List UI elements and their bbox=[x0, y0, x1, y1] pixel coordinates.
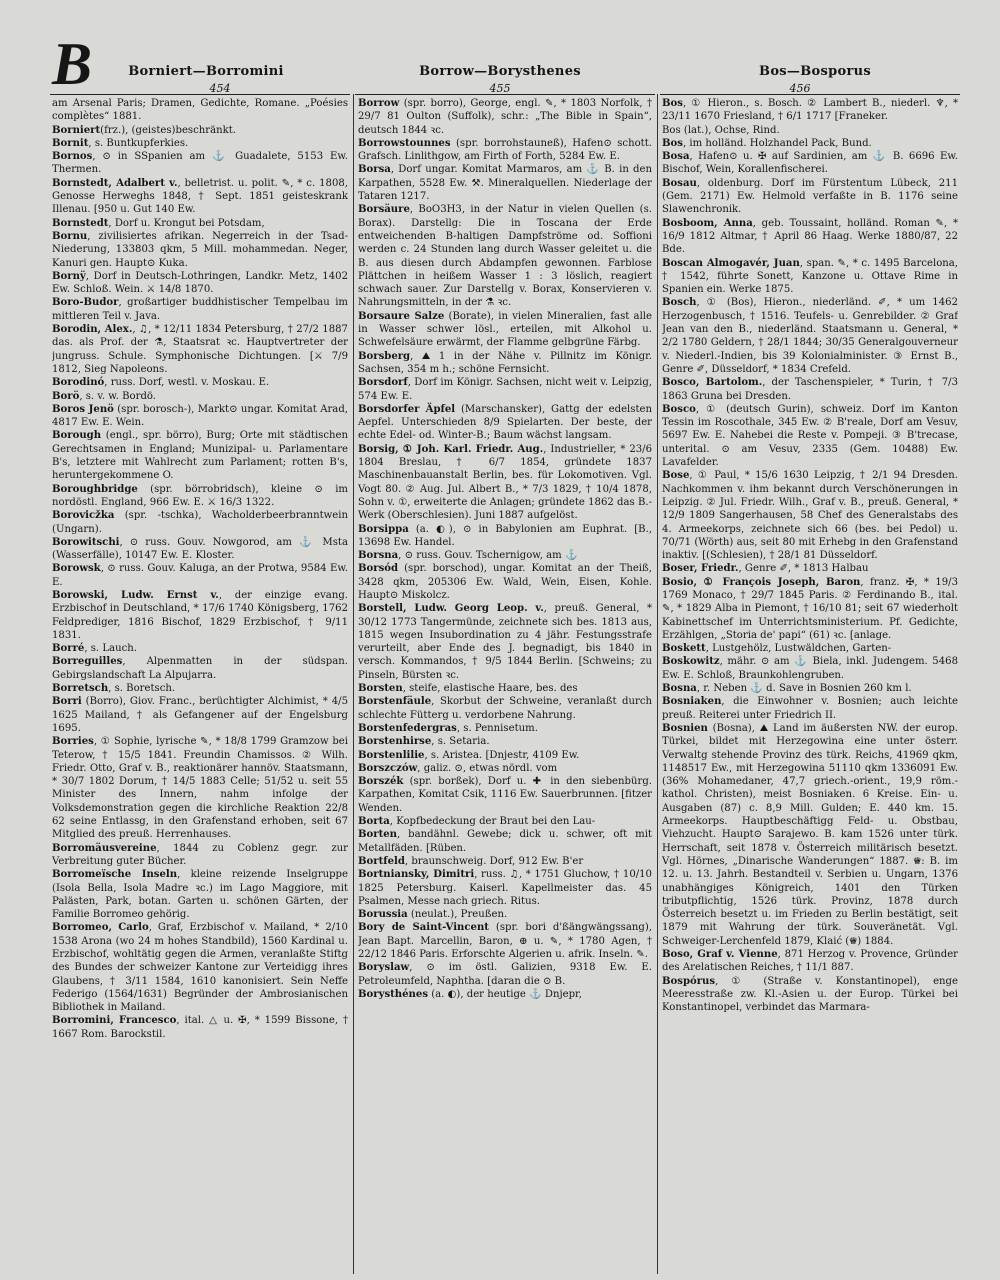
entry-text: (spr. borosch-), Markt⊙ ungar. Komitat Arad, 4817 Ew. E. Wein. bbox=[52, 403, 348, 429]
entry bbox=[52, 483, 348, 510]
entry-text: , ♫, * 12/11 1834 Petersburg, † 27/2 1887 das. als Prof. der ⚗, Staatsrat ꝛc. Hauptvertreter der jungruss. Schule. Symphonische Dichtungen. [⚔ 7/9 1812, Sieg Napoleons. bbox=[52, 324, 348, 375]
entry bbox=[358, 749, 652, 762]
entry-text: , Industrieller, * 23/6 1804 Breslau, † 6/7 1854, gründete 1837 Maschinenbauanstalt Berlin, bes. für Lokomotiven. Vgl. Vogt 80. ② Aug. Jul. Albert B., * 7/3 1829, † 10/4 1878, Sohn v. ①, erweiterte die Anlagen; gründete 1862 das B.-Werk (Oberschlesien). Juni 1887 aufgelöst. bbox=[358, 443, 652, 522]
entry-headword: Borowitschi bbox=[52, 536, 120, 548]
entry bbox=[52, 323, 348, 376]
entry bbox=[52, 682, 348, 695]
entry bbox=[358, 203, 652, 309]
entry bbox=[52, 296, 348, 323]
entry-text: , Hafen⊙ u. ✠ auf Sardinien, am ⚓ B. 6696 Ew. Bischof, Wein, Korallenfischerei. bbox=[662, 151, 958, 176]
entry-headword: Bosna bbox=[662, 683, 697, 695]
entry bbox=[662, 150, 958, 177]
entry-text: , s. Aristea. [Dnjestr, 4109 Ew. bbox=[424, 749, 580, 761]
entry-headword: Bosnien bbox=[662, 722, 708, 734]
entry-headword: Boros Jenö bbox=[52, 403, 114, 415]
entry-headword: Bosa bbox=[662, 151, 690, 163]
entry bbox=[662, 975, 958, 1015]
entry-text: (spr. bori d'ßängwängssang), Jean Bapt. Marcellin, Baron, ⊕ u. ✎, * 1780 Agen, † 22/12 1846 Paris. Erforschte Algerien u. afrik. Inseln. ✎. bbox=[358, 922, 652, 960]
entry bbox=[52, 868, 348, 921]
entry-text: , bandähnl. Gewebe; dick u. schwer, oft mit Metallfäden. [Rüben. bbox=[358, 829, 652, 854]
entry-text: , franz. ✠, * 19/3 1769 Monaco, † 29/7 1845 Paris. ② Ferdinando B., ital. ✎, * 1829 Alba in Piemont, † 16/10 81; seit 67 wiederholt Kabinettschef im Unterrichtsministerium. Pf. Gedichte, Erzählgen, „Storia de' papi“ (61) ꝛc. [anlage. bbox=[662, 576, 958, 641]
entry bbox=[662, 137, 958, 150]
entry-text: , s. Lauch. bbox=[84, 643, 137, 655]
entry-headword: Borszék bbox=[358, 776, 404, 788]
entry-text: , s. Boretsch. bbox=[108, 683, 176, 695]
entry bbox=[52, 150, 348, 177]
entry-text: , ⊙ russ. Gouv. Nowgorod, am ⚓ Msta (Wasserfälle), 10147 Ew. E. Kloster. bbox=[52, 536, 348, 562]
entry-headword: Borsdorf bbox=[358, 377, 408, 389]
entry-headword: Borodinó bbox=[52, 377, 105, 389]
entry-headword: Borniert bbox=[52, 124, 101, 136]
entry bbox=[358, 523, 652, 550]
entry-headword: Borromeo, Carlo bbox=[52, 922, 149, 934]
entry bbox=[52, 124, 348, 137]
entry-headword: Bosch bbox=[662, 297, 697, 309]
entry bbox=[662, 177, 958, 217]
entry-headword: Borstenfedergras bbox=[358, 722, 457, 734]
entry-headword: Borough bbox=[52, 430, 102, 442]
entry-headword: Borretsch bbox=[52, 683, 109, 695]
entry bbox=[358, 961, 652, 988]
entry bbox=[52, 842, 348, 869]
entry-text: , Kopfbedeckung der Braut bei den Lau- bbox=[389, 816, 596, 828]
entry-headword: Borsna bbox=[358, 550, 399, 562]
entry bbox=[52, 589, 348, 642]
entry-headword: Boso, Graf v. Vienne bbox=[662, 949, 778, 960]
entry-text: (spr. börrobridsch), kleine ⊙ im nordöstl. England, 966 Ew. E. ⚔ 16/3 1322. bbox=[52, 483, 348, 508]
entry-text: Bos (lat.), Ochse, Rind. bbox=[662, 124, 780, 136]
entry-headword: Borten bbox=[358, 829, 398, 841]
entry-text: , ① Sophie, lyrische ✎, * 18/8 1799 Gramzow bei Teterow, † 15/5 1841. Freundin Chamissos. ② Wilh. Friedr. Otto, Graf v. B., reaktionärer hannöv. Staatsmann, * 30/7 1802 Dorum, † 14/5 1883 Celle; 51/52 u. seit 55 Minister des Innern, nahm infolge der Volksdemonstration gegen die kirchliche Reaktion 22/8 62 seine Entlassg, in den Grafenstand erhoben, seit 67 Mitglied des preuß. Herrenhauses. bbox=[52, 736, 348, 841]
entry bbox=[52, 230, 348, 270]
entry-text: , kleine reizende Inselgruppe (Isola Bella, Isola Madre ꝛc.) im Lago Maggiore, mit Palästen, Park, botan. Garten u. schönen Gärten, der Familie Borromeo gehörig. bbox=[52, 869, 348, 921]
entry bbox=[52, 177, 348, 217]
entry bbox=[358, 602, 652, 682]
entry-text: , ⊙ russ. Gouv. Tschernigow, am ⚓ bbox=[398, 550, 578, 562]
entry-headword: Bornit bbox=[52, 137, 89, 149]
entry-headword: Bory de Saint-Vincent bbox=[358, 922, 489, 934]
entry bbox=[358, 403, 652, 443]
entry-headword: Boro-Budor bbox=[52, 297, 119, 309]
entry-headword: Boscan Almogavér, Juan bbox=[662, 257, 800, 269]
entry-headword: Boskowitz bbox=[662, 656, 720, 668]
entry bbox=[662, 948, 958, 975]
entry-text: , s. Setaria. bbox=[431, 736, 490, 748]
entry-headword: Bornstedt, Adalbert v. bbox=[52, 177, 178, 189]
entry-headword: Bornos bbox=[52, 151, 93, 163]
entry-headword: Borszczów bbox=[358, 762, 418, 774]
entry bbox=[52, 97, 348, 124]
entry-text: (spr. borrohstauneß), Hafen⊙ schott. Grafsch. Linlithgow, am Firth of Forth, 5284 Ew. E. bbox=[358, 137, 652, 163]
entry-text: , die Einwohner v. Bosnien; auch leichte preuß. Reiterei unter Friedrich II. bbox=[662, 696, 958, 721]
entry bbox=[52, 217, 348, 230]
entry-text: , Genre ✐, * 1813 Halbau bbox=[738, 563, 869, 575]
entry-headword: Bosniaken bbox=[662, 696, 722, 708]
entry-text: , BoO3H3, in der Natur in vielen Quellen (s. Borax). Darstellg: Die in Toscana der Erde entweichenden B-haltigen Dampfströme od. Soffioni werden c. 24 Stunden lang durch Wasser geleitet u. die B. aus diesen durch Abdampfen gewonnen. Farblose Plättchen in heißem Wasser 1 : 3 löslich, reagiert schwach sauer. Zur Darstellg v. Borax, Konservieren v. Nahrungsmitteln, in der ⚗ ꝛc. bbox=[358, 204, 652, 309]
entry bbox=[52, 429, 348, 482]
entry-headword: Bornÿ bbox=[52, 270, 86, 282]
entry-headword: Bosboom, Anna bbox=[662, 217, 753, 229]
entry bbox=[358, 762, 652, 775]
entry-text: (neulat.), Preußen. bbox=[407, 909, 508, 921]
entry-headword: Bosau bbox=[662, 177, 697, 189]
entry-text: , galiz. ⊙, etwas nördl. vom bbox=[417, 762, 558, 774]
column-1-page-number: 454 bbox=[209, 82, 231, 95]
entry-headword: Borsten bbox=[358, 683, 403, 695]
entry bbox=[358, 775, 652, 815]
entry-headword: Boser, Friedr. bbox=[662, 563, 739, 575]
entry bbox=[358, 137, 652, 164]
entry bbox=[662, 642, 958, 655]
entry-headword: Borysthénes bbox=[358, 988, 428, 1000]
entry-text: (spr. -tschka), Wacholderbeerbranntwein (Ungarn). bbox=[52, 510, 348, 535]
entry bbox=[662, 682, 958, 695]
entry-headword: Borsig, ① Joh. Karl. Friedr. Aug. bbox=[358, 443, 544, 455]
column-2 bbox=[358, 97, 652, 1273]
entry bbox=[358, 97, 652, 137]
entry-headword: Boskett bbox=[662, 643, 706, 655]
entry bbox=[52, 642, 348, 655]
entry-text: , ⊙ russ. Gouv. Kaluga, an der Protwa, 9584 Ew. E. bbox=[52, 563, 348, 588]
entry-text: , Skorbut der Schweine, veranlaßt durch schlechte Fütterg u. verdorbene Nahrung. bbox=[358, 696, 652, 721]
entry-headword: Borstenfäule bbox=[358, 696, 432, 708]
entry-headword: Borries bbox=[52, 736, 94, 748]
entry-headword: Borta bbox=[358, 816, 390, 828]
entry-headword: Borö bbox=[52, 390, 80, 402]
entry-headword: Bos bbox=[662, 137, 683, 149]
entry bbox=[358, 443, 652, 523]
entry-text: , Dorf ungar. Komitat Marmaros, am ⚓ B. in den Karpathen, 5528 Ew. ⚒. Mineralquellen. Niederlage der Tataren 1217. bbox=[358, 164, 652, 203]
entry bbox=[662, 469, 958, 562]
entry-text: (frz.), (geistes)beschränkt. bbox=[100, 124, 236, 136]
entry-text: , ⊙ in SSpanien am ⚓ Guadalete, 5153 Ew. Thermen. bbox=[52, 151, 348, 176]
entry bbox=[52, 536, 348, 563]
entry-text: (spr. borro), George, engl. ✎, * 1803 Norfolk, † 29/7 81 Oulton (Suffolk), schr.: „The Bible in Spain“, deutsch 1844 ꝛc. bbox=[358, 98, 652, 136]
entry bbox=[662, 562, 958, 575]
entry-text: (spr. borschod), ungar. Komitat an der Theiß, 3428 qkm, 205306 Ew. Wald, Wein, Eisen, Kohle. Haupt⊙ Miskolcz. bbox=[358, 563, 652, 601]
entry-headword: Boroughbridge bbox=[52, 483, 138, 495]
entry bbox=[662, 257, 958, 297]
entry-headword: Borovicžka bbox=[52, 510, 115, 522]
column-divider-2 bbox=[657, 94, 658, 1274]
entry-text: , Dorf u. Krongut bei Potsdam, bbox=[108, 217, 265, 229]
entry bbox=[662, 722, 958, 948]
entry-headword: Borsaure Salze bbox=[358, 310, 445, 322]
entry bbox=[662, 655, 958, 682]
entry bbox=[52, 1014, 348, 1041]
entry bbox=[358, 549, 652, 562]
entry bbox=[358, 163, 652, 203]
entry-text: , Dorf in Deutsch-Lothringen, Landkr. Metz, 1402 Ew. Schloß. Wein. ⚔ 14/8 1870. bbox=[52, 270, 348, 296]
entry-headword: Borstenhirse bbox=[358, 736, 432, 748]
entry-headword: Bornstedt bbox=[52, 217, 109, 229]
entry-text: (a. ◐), der heutige ⚓ Dnjepr, bbox=[428, 988, 582, 1000]
entry-text: , ① (Straße v. Konstantinopel), enge Meeresstraße zw. Kl.-Asien u. der Europ. Türkei bei Konstantinopel, verbindet das Marmara- bbox=[662, 975, 958, 1014]
entry-headword: Bosco bbox=[662, 403, 696, 415]
entry-text: , 1844 zu Coblenz gegr. zur Verbreitung guter Bücher. bbox=[52, 842, 348, 867]
entry bbox=[52, 562, 348, 589]
header-rule-2 bbox=[355, 94, 655, 95]
column-1 bbox=[52, 97, 348, 1273]
entry-headword: Borré bbox=[52, 643, 85, 655]
column-3 bbox=[662, 97, 958, 1273]
entry-headword: Borstenlilie bbox=[358, 749, 425, 761]
entry-text: , ① Hieron., s. Bosch. ② Lambert B., niederl. ♆, * 23/11 1670 Friesland, † 6/1 1717 [Franeker. bbox=[662, 98, 958, 123]
entry bbox=[358, 562, 652, 602]
entry-text: , mähr. ⊙ am ⚓ Biela, inkl. Judengem. 5468 Ew. E. Schloß, Braunkohlengruben. bbox=[662, 656, 958, 681]
entry-text: (a. ◐), ⊙ in Babylonien am Euphrat. [B., 13698 Ew. Handel. bbox=[358, 523, 652, 548]
entry-headword: Borri bbox=[52, 696, 82, 708]
entry-text: , ① Paul, * 15/6 1630 Leipzig, † 2/1 94 Dresden. Nachkommen v. ihm bekannt durch Verschönerungen in Leipzig. ② Jul. Friedr. Wilh., Graf v. B., preuß. General, * 12/9 1809 Sangerhausen, 58 Chef des Generalstabs des 4. Armeekorps, zeichnete sich 66 (bes. bei Pedol) u. 70/71 (Wörth) aus, seit 80 mit Erhebg in den Grafenstand inaktiv. [(Schlesien), † 28/1 81 Düsseldorf. bbox=[662, 470, 958, 562]
entry-text: , ① (deutsch Gurin), schweiz. Dorf im Kanton Tessin im Roscothale, 345 Ew. ② B'reale, Dorf am Vesuv, 5697 Ew. E. Nahebei die Reste v. Pompeji. ③ B'trecase, unterital. ⊙ am Vesuv, 2335 (Gem. 10488) Ew. Lavafelder. bbox=[662, 403, 958, 469]
column-2-header: Borrow—Borysthenes bbox=[419, 64, 581, 79]
entry bbox=[52, 735, 348, 841]
entry bbox=[358, 988, 652, 1001]
entry-headword: Borreguilles bbox=[52, 656, 123, 668]
entry bbox=[358, 735, 652, 748]
entry bbox=[52, 655, 348, 682]
entry-text: , zivilisiertes afrikan. Negerreich in der Tsad-Niederung, 133803 qkm, 5 Mill. mohammedan. Neger, Kanuri gen. Haupt⊙ Kuka. bbox=[52, 230, 348, 269]
entry bbox=[662, 124, 958, 137]
entry bbox=[358, 815, 652, 828]
entry bbox=[358, 682, 652, 695]
entry-headword: Borsa bbox=[358, 164, 391, 176]
entry-text: , der Taschenspieler, * Turin, † 7/3 1863 Gruna bei Dresden. bbox=[662, 377, 958, 402]
column-2-page-number: 455 bbox=[489, 82, 511, 95]
entry-text: am Arsenal Paris; Dramen, Gedichte, Romane. „Poésies complètes“ 1881. bbox=[52, 98, 348, 123]
entry-headword: Bosio, ① François Joseph, Baron bbox=[662, 576, 861, 588]
entry-headword: Bornu bbox=[52, 230, 88, 242]
column-divider-1 bbox=[353, 94, 354, 1274]
entry-text: , ital. △ u. ✠, * 1599 Bissone, † 1667 Rom. Barockstil. bbox=[52, 1015, 348, 1040]
entry-text: (Marschansker), Gattg der edelsten Aepfel. Unterschieden 8/9 Spielarten. Der beste, der echte Edel- od. Winter-B.; Baum wächst langsam. bbox=[358, 403, 652, 442]
entry bbox=[52, 403, 348, 430]
header-rule-3 bbox=[660, 94, 960, 95]
entry bbox=[358, 868, 652, 908]
entry-text: , großartiger buddhistischer Tempelbau im mittleren Teil v. Java. bbox=[52, 297, 348, 322]
entry-text: , steife, elastische Haare, bes. des bbox=[402, 683, 578, 695]
entry bbox=[662, 296, 958, 376]
entry-headword: Borowsk bbox=[52, 563, 101, 575]
entry bbox=[358, 921, 652, 961]
entry-text: (Borate), in vielen Mineralien, fast alle in Wasser schwer lösl., erteilen, mit Alkohol u. Schwefelsäure erwärmt, der Flamme gelbgrüne Färbg. bbox=[358, 310, 652, 349]
entry-headword: Bortfeld bbox=[358, 855, 405, 867]
entry-headword: Borrow bbox=[358, 98, 400, 109]
entry-headword: Borsód bbox=[358, 563, 399, 575]
entry-text: (Bosna), ⛰ Land im äußersten NW. der europ. Türkei, bildet mit Herzegowina eine unter österr. Verwaltg stehende Provinz des türk. Reichs, 41969 qkm, 1148517 Ew., mit Herzegowina 51110 qkm 1336091 Ew. (36% Mohamedaner, 47,7 griech.-orient., 19,9 röm.-kathol. Christen), meist Bosniaken. 6 Kreise. Ein- u. Ausgaben (87) c. 8,9 Mill. Gulden; E. 440 km. 15. Armeekorps. Hauptbeschäftigg Feld- u. Obstbau, Viehzucht. Haupt⊙ Sarajewo. B. kam 1526 unter türk. Herrschaft, seit 1878 v. Österreich militärisch besetzt. Vgl. Hörnes, „Dinarische Wanderungen“ 1887. ♛: B. im 12. u. 13. Jahrh. Bestandteil v. Serbien u. Ungarn, 1376 unabhängiges Königreich, 1401 den Türken tributpflichtig, 1526 türk. Provinz, 1878 durch Österreich besetzt u. im Frieden zu Berlin bestätigt, seit 1879 mit Wahrung der türk. Souveränetät. Vgl. Schweiger-Lerchenfeld 1879, Klaić (♛) 1884. bbox=[662, 722, 958, 947]
entry bbox=[52, 921, 348, 1014]
entry-headword: Bose bbox=[662, 470, 690, 482]
entry-headword: Bos bbox=[662, 98, 683, 109]
entry-text: (spr. borßek), Dorf u. ✚ in den siebenbürg. Karpathen, Komitat Csik, 1116 Ew. Sauerbrunnen. [fitzer Wenden. bbox=[358, 776, 652, 814]
entry bbox=[662, 97, 958, 124]
entry bbox=[52, 137, 348, 150]
column-1-header: Borniert—Borromini bbox=[128, 64, 284, 79]
entry-text: (engl., spr. börro), Burg; Orte mit städtischen Gerechtsamen in England; Munizipal- u. Parlamentare B's, letztere mit Wahlrecht zum Parlament; rotten B's, heruntergekommene O. bbox=[52, 430, 348, 482]
entry-headword: Borussia bbox=[358, 909, 408, 921]
entry bbox=[52, 270, 348, 297]
entry bbox=[662, 403, 958, 469]
entry-headword: Bortniansky, Dimitri bbox=[358, 869, 475, 881]
entry-text: , Dorf im Königr. Sachsen, nicht weit v. Leipzig, 574 Ew. E. bbox=[358, 377, 652, 402]
entry bbox=[662, 217, 958, 257]
entry-text: , ⊙ im östl. Galizien, 9318 Ew. E. Petroleumfeld, Naphtha. [daran die ⊙ B. bbox=[358, 962, 652, 987]
entry bbox=[52, 390, 348, 403]
entry bbox=[662, 695, 958, 722]
entry-text: , russ. ♫, * 1751 Gluchow, † 10/10 1825 Petersburg. Kaiserl. Kapellmeister das. 45 Psalmen, Messe nach griech. Ritus. bbox=[358, 869, 652, 907]
entry bbox=[662, 376, 958, 403]
entry-text: , im holländ. Holzhandel Pack, Bund. bbox=[682, 137, 872, 149]
entry-text: , geb. Toussaint, holländ. Roman ✎, * 16/9 1812 Altmar, † April 86 Haag. Werke 1880/87, 22 Bde. bbox=[662, 217, 958, 256]
column-3-header: Bos—Bosporus bbox=[759, 64, 871, 79]
entry-text: , Alpenmatten in der südspan. Gebirgslandschaft La Alpujarra. bbox=[52, 656, 348, 681]
entry bbox=[358, 908, 652, 921]
entry-text: (Borro), Giov. Franc., berüchtigter Alchimist, * 4/5 1625 Mailand, † als Gefangener auf der Engelsburg 1695. bbox=[52, 696, 348, 734]
entry-headword: Bosco, Bartolom. bbox=[662, 377, 763, 389]
entry bbox=[358, 695, 652, 722]
column-3-page-number: 456 bbox=[789, 82, 811, 95]
entry-text: , russ. Dorf, westl. v. Moskau. E. bbox=[104, 377, 270, 389]
entry-headword: Borromäusvereine bbox=[52, 842, 157, 854]
section-letter: B bbox=[52, 31, 93, 97]
entry-text: , span. ✎, * c. 1495 Barcelona, † 1542, führte Sonett, Kanzone u. Ottave Rime in Spanien ein. Werke 1875. bbox=[662, 257, 958, 296]
entry bbox=[358, 855, 652, 868]
entry bbox=[358, 376, 652, 403]
entry-text: , 871 Herzog v. Provence, Gründer des Arelatischen Reiches, † 11/1 887. bbox=[662, 949, 958, 974]
entry bbox=[358, 310, 652, 350]
entry-headword: Borodin, Alex. bbox=[52, 324, 133, 336]
entry-headword: Borromini, Francesco bbox=[52, 1015, 177, 1027]
entry bbox=[358, 828, 652, 855]
entry-text: , belletrist. u. polit. ✎, * c. 1808, Genosse Herweghs 1848, † Sept. 1851 geisteskrank Illenau. [950 u. Gut 140 Ew. bbox=[52, 177, 348, 216]
entry-text: , Graf, Erzbischof v. Mailand, * 2/10 1538 Arona (wo 24 m hohes Standbild), 1560 Kardinal u. Erzbischof, wohltätig gegen die Armen, veranlaßte Stiftg des Bundes der schweizer Kantone zur Verteidigg ihres Glaubens, † 3/11 1584, 1610 kanonisiert. Sein Neffe Federigo (1564/1631) Begründer der Ambrosianischen Bibliothek in Mailand. bbox=[52, 922, 348, 1014]
entry-text: , r. Neben ⚓ d. Save in Bosnien 260 km l. bbox=[696, 683, 912, 695]
entry-text: , s. v. w. Bordö. bbox=[79, 390, 157, 402]
entry-text: , oldenburg. Dorf im Fürstentum Lübeck, 211 (Gem. 2171) Ew. Helmold verfaßte in B. 1176 seine Slawenchronik. bbox=[662, 177, 958, 216]
entry-text: , preuß. General, * 30/12 1773 Tangermünde, zeichnete sich bes. 1813 aus, 1815 wegen Insubordination zu 4 jähr. Festungsstrafe verurteilt, aber Ende des J. begnadigt, bis 1840 in versch. Kommandos, † 9/5 1844 Berlin. [Schweins; zu Pinseln, Bürsten ꝛc. bbox=[358, 603, 652, 681]
entry-headword: Borsäure bbox=[358, 204, 410, 216]
entry bbox=[52, 509, 348, 536]
entry bbox=[358, 722, 652, 735]
entry bbox=[662, 576, 958, 642]
entry bbox=[358, 350, 652, 377]
entry-headword: Borstell, Ludw. Georg Leop. v. bbox=[358, 603, 544, 615]
entry-headword: Bospórus bbox=[662, 975, 716, 987]
entry-text: , s. Buntkupferkies. bbox=[88, 137, 189, 149]
entry-text: , der einzige evang. Erzbischof in Deutschland, * 17/6 1740 Königsberg, 1762 Feldprediger, 1816 Bischof, 1829 Erzbischof, † 9/11 1831. bbox=[52, 589, 348, 641]
entry-text: , s. Pennisetum. bbox=[456, 722, 538, 734]
header-rule-1 bbox=[50, 94, 350, 95]
entry-text: , ⛰ 1 in der Nähe v. Pillnitz im Königr. Sachsen, 354 m h.; schöne Fernsicht. bbox=[358, 350, 652, 375]
entry-text: , ① (Bos), Hieron., niederländ. ✐, * um 1462 Herzogenbusch, † 1516. Teufels- u. Genrebilder. ② Graf Jean van den B., niederländ. Staatsmann u. General, * 2/2 1780 Geldern, † 28/1 1844; 30/35 Generalgouverneur v. Niederl.-Indien, bis 39 Kolonialminister. ③ Ernst B., Genre ✐, Düsseldorf, * 1834 Crefeld. bbox=[662, 297, 958, 375]
entry bbox=[52, 695, 348, 735]
entry-headword: Borowski, Ludw. Ernst v. bbox=[52, 589, 219, 601]
entry-headword: Borsberg bbox=[358, 350, 411, 362]
entry-headword: Borsippa bbox=[358, 523, 409, 535]
entry-text: , Lustgehölz, Lustwäldchen, Garten- bbox=[705, 643, 892, 655]
entry-headword: Boryslaw bbox=[358, 962, 410, 974]
entry-text: , braunschweig. Dorf, 912 Ew. B'er bbox=[404, 855, 584, 867]
entry-headword: Borsdorfer Äpfel bbox=[358, 403, 456, 415]
entry-headword: Borromeïsche Inseln bbox=[52, 869, 178, 881]
entry bbox=[52, 376, 348, 389]
entry-headword: Borrowstounnes bbox=[358, 137, 451, 149]
